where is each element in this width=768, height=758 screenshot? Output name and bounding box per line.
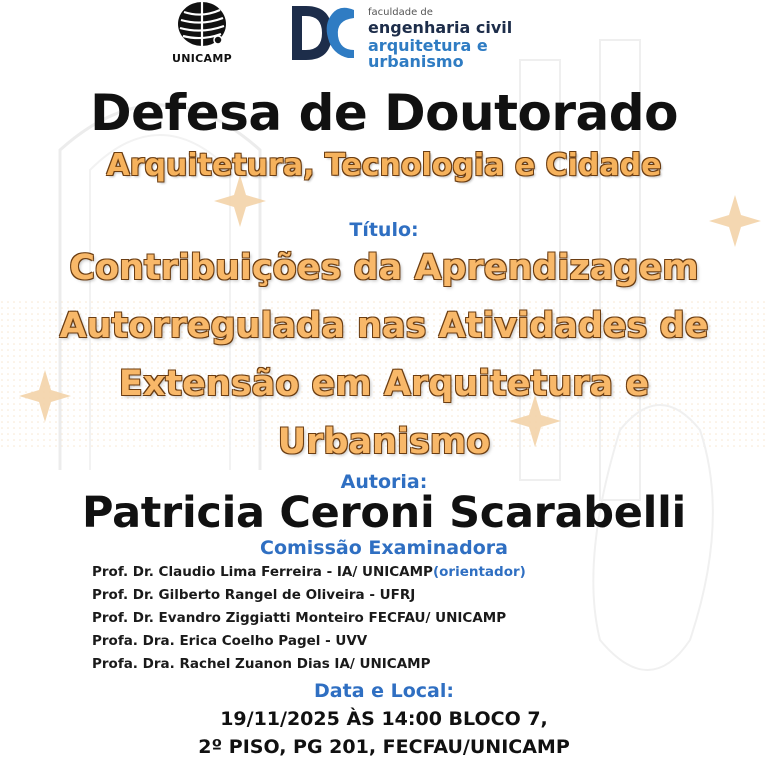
committee-member xyxy=(92,653,612,676)
member-name: Prof. Dr. Gilberto Rangel de Oliveira - UFRJ xyxy=(92,587,416,603)
location-line: 2º PISO, PG 201, FECFAU/UNICAMP xyxy=(198,736,570,758)
author-label: Autoria: xyxy=(340,471,428,493)
thesis-title xyxy=(0,239,768,471)
thesis-title-line: Autorregulada nas Atividades de xyxy=(59,306,709,346)
fecfau-line-arquitetura: arquitetura e urbanismo xyxy=(368,36,488,71)
committee-member xyxy=(92,561,612,584)
member-name: Prof. Dr. Evandro Ziggiatti Monteiro FECFAU/ UNICAMP xyxy=(92,610,507,626)
committee-member xyxy=(92,630,612,653)
thesis-title-line: Urbanismo xyxy=(277,422,491,462)
date-time-line: 19/11/2025 ÀS 14:00 BLOCO 7, xyxy=(220,708,548,730)
unicamp-emblem-icon xyxy=(174,0,230,50)
committee-member xyxy=(92,584,612,607)
fecfau-logo xyxy=(288,0,588,71)
fecfau-mark-icon xyxy=(288,0,358,66)
thesis-title-line: Contribuições da Aprendizagem xyxy=(69,248,699,288)
unicamp-wordmark: UNICAMP xyxy=(172,52,232,65)
unicamp-logo xyxy=(164,0,240,70)
committee-member xyxy=(92,607,612,630)
member-name: Profa. Dra. Erica Coelho Pagel - UVV xyxy=(92,633,368,649)
advisor-note: (orientador) xyxy=(432,564,526,580)
fecfau-line-faculdade: faculdade de xyxy=(368,7,433,18)
thesis-title-line: Extensão em Arquitetura e xyxy=(118,364,650,404)
author-name: Patricia Ceroni Scarabelli xyxy=(82,488,686,538)
date-location-label: Data e Local: xyxy=(314,680,454,702)
fecfau-line-engenharia: engenharia civil xyxy=(368,18,513,37)
program-subtitle: Arquitetura, Tecnologia e Cidade xyxy=(106,148,662,183)
page-title: Defesa de Doutorado xyxy=(90,84,678,142)
member-name: Profa. Dra. Rachel Zuanon Dias IA/ UNICAMP xyxy=(92,656,431,672)
thesis-label: Título: xyxy=(349,219,419,241)
committee-label: Comissão Examinadora xyxy=(260,537,508,559)
member-name: Prof. Dr. Claudio Lima Ferreira - IA/ UNICAMP xyxy=(92,564,433,580)
committee-list xyxy=(92,561,612,676)
